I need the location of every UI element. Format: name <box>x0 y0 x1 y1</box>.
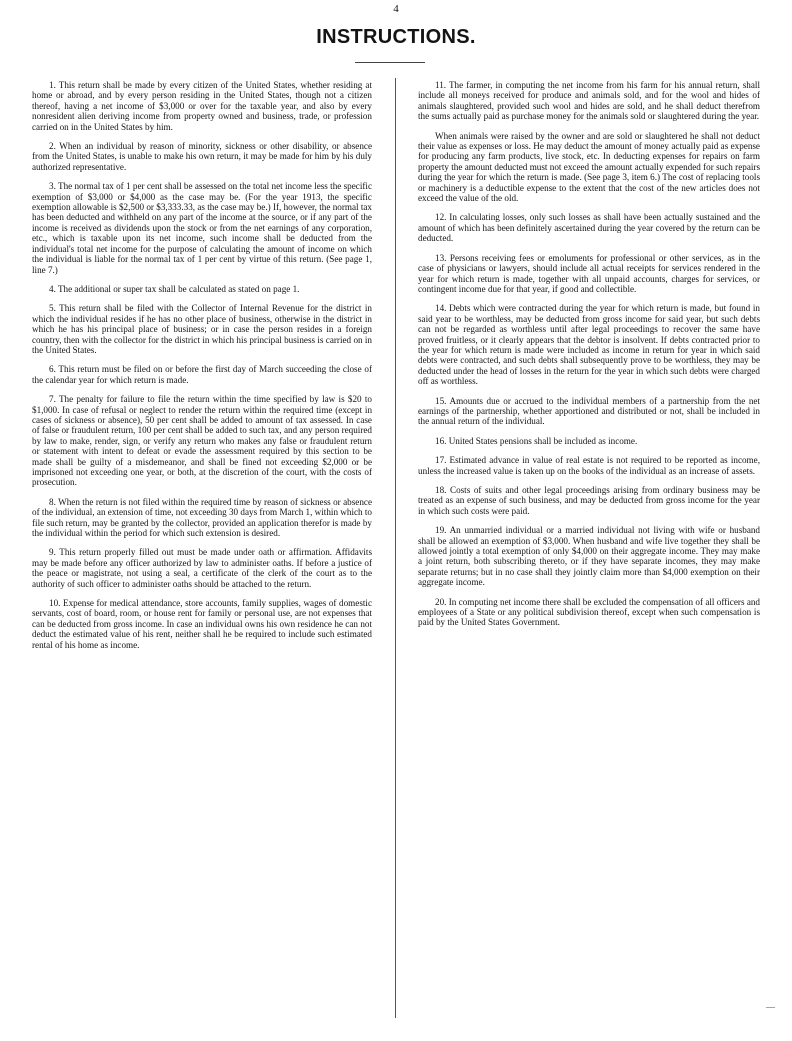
column-divider <box>395 78 396 1018</box>
instruction-5: 5. This return shall be filed with the Collector of Internal Revenue for the district in which the individual resides if he has no other place of business, otherwise in the district in which he has his principal place of business; or in case the person resides in a foreign country, then with the collector for the district in which his principal business is carried on in the United States. <box>32 303 372 355</box>
instruction-11-continued: When animals were raised by the owner and are sold or slaughtered he shall not deduct their value as expenses or loss. He may deduct the amount of money actually paid as expense for producing any farm products, live stock, etc. In deducting expenses for repairs on farm property the amount deducted must not exceed the amount actually expended for such repairs during the year for which the return is made. (See page 3, item 6.) The cost of replacing tools or machinery is a deductible expense to the extent that the cost of the new articles does not exceed the value of the old. <box>418 130 760 204</box>
instruction-17: 17. Estimated advance in value of real estate is not required to be reported as income, unless the increased value is taken up on the books of the individual as an increase of assets. <box>418 455 760 476</box>
instruction-16: 16. United States pensions shall be included as income. <box>435 435 638 446</box>
instruction-3: 3. The normal tax of 1 per cent shall be assessed on the total net income less the specific exemption of $3,000 or $4,000 as the case may be. (For the year 1913, the specific exemption allowable is $2,500 or $3,333.33, as the case may be.) If, however, the normal tax has been deducted and withheld on any part of the income at the source, or if any part of the income is received as dividends upon the stock or from the net earnings of any corporation, etc., which is taxable upon its net income, such income shall be deducted from the individual's total net income for the purpose of calculating the amount of income on which the individual is liable for the normal tax of 1 per cent by virtue of this return. (See page 1, line 7.) <box>32 181 372 275</box>
instruction-6: 6. This return must be filed on or before the first day of March succeeding the close of the calendar year for which return is made. <box>32 364 372 385</box>
instruction-15: 15. Amounts due or accrued to the individual members of a partnership from the net earnings of the partnership, whether apportioned and distributed or not, shall be included in the annual return of the individual. <box>418 395 760 427</box>
footer-mark: — <box>766 1002 775 1012</box>
instruction-20: 20. In computing net income there shall be excluded the compensation of all officers and employees of a State or any political subdivision thereof, except when such compensation is paid by the United States Government. <box>418 596 760 628</box>
instruction-10: 10. Expense for medical attendance, store accounts, family supplies, wages of domestic servants, cost of board, room, or house rent for family or personal use, are not expenses that can be deducted from gross income. In case an individual owns his own residence he can not deduct the estimated value of his rent, neither shall he be required to include such estimated rental of his home as income. <box>32 598 372 650</box>
instruction-4: 4. The additional or super tax shall be calculated as stated on page 1. <box>49 283 300 294</box>
title-underline <box>355 62 425 63</box>
instruction-9: 9. This return properly filled out must be made under oath or affirmation. Affidavits may be made before any officer authorized by law to administer oaths. If before a justice of the peace or magistrate, not using a seal, a certificate of the clerk of the court as to the authority of such officer to administer oaths should be attached to the return. <box>32 547 372 589</box>
instruction-2: 2. When an individual by reason of minority, sickness or other disability, or absence from the United States, is unable to make his own return, it may be made for him by his duly authorized representative. <box>32 141 372 172</box>
instruction-18: 18. Costs of suits and other legal proceedings arising from ordinary business may be treated as an expense of such business, and may be deducted from gross income for the year in which such costs were paid. <box>418 485 760 516</box>
page-title: INSTRUCTIONS. <box>316 26 476 48</box>
instruction-14: 14. Debts which were contracted during the year for which return is made, but found in said year to be worthless, may be deducted from gross income for said year, but such debts can not be regarded as worthless until after legal proceedings to recover the same have proved fruitless, or it clearly appears that the debtor is insolvent. If debts contracted prior to the year for which return is made were included as income in return for year in which said debts were contracted, and such debts shall subsequently prove to be worthless, they may be deducted under the head of losses in the return for the year in which such debts were charged off as worthless. <box>418 303 760 387</box>
instruction-11: 11. The farmer, in computing the net income from his farm for his annual return, shall include all moneys received for produce and animals sold, and for the wool and hides of animals slaughtered, provided such wool and hides are sold, and he shall deduct therefrom the sums actually paid as purchase money for the animals sold or slaughtered during the year. <box>418 80 760 122</box>
instructions-right-column <box>418 80 760 637</box>
instruction-13: 13. Persons receiving fees or emoluments for professional or other services, as in the case of physicians or lawyers, should include all actual receipts for services rendered in the year for which return is made, together with all unpaid accounts, charges for services, or contingent income due for that year, if good and collectible. <box>418 252 760 294</box>
page-number: 4 <box>393 3 399 15</box>
instruction-1: 1. This return shall be made by every citizen of the United States, whether residing at home or abroad, and by every person residing in the United States, though not a citizen thereof, having a net income of $3,000 or over for the taxable year, and also by every nonresident alien deriving income from property owned and business, trade, or profession carried on in the United States by him. <box>32 80 372 132</box>
instructions-left-column <box>32 80 372 659</box>
instruction-12: 12. In calculating losses, only such losses as shall have been actually sustained and the amount of which has been definitely ascertained during the year covered by the return can be deducted. <box>418 212 760 244</box>
instruction-19: 19. An unmarried individual or a married individual not living with wife or husband shall be allowed an exemption of $3,000. When husband and wife live together they shall be allowed jointly a total exemption of only $4,000 on their aggregate income. They may make a joint return, both subscribing thereto, or if they have separate incomes, they may make separate returns; but in no case shall they jointly claim more than $4,000 exemption on their aggregate income. <box>418 525 760 588</box>
instruction-7: 7. The penalty for failure to file the return within the time specified by law is $20 to $1,000. In case of refusal or neglect to render the return within the required time (except in cases of sickness or absence), 50 per cent shall be added to amount of tax assessed. In case of false or fraudulent return, 100 per cent shall be added to such tax, and any person required by law to make, render, sign, or verify any return who makes any false or fraudulent return or statement with intent to defeat or evade the assessment required by this section to be made shall be guilty of a misdemeanor, and shall be fined not exceeding $2,000 or be imprisoned not exceeding one year, or both, at the discretion of the court, with the costs of prosecution. <box>32 394 372 488</box>
instruction-8: 8. When the return is not filed within the required time by reason of sickness or absence of the individual, an extension of time, not exceeding 30 days from March 1, within which to file such return, may be granted by the collector, provided an application therefor is made by the individual within the period for which such extension is desired. <box>32 496 372 539</box>
